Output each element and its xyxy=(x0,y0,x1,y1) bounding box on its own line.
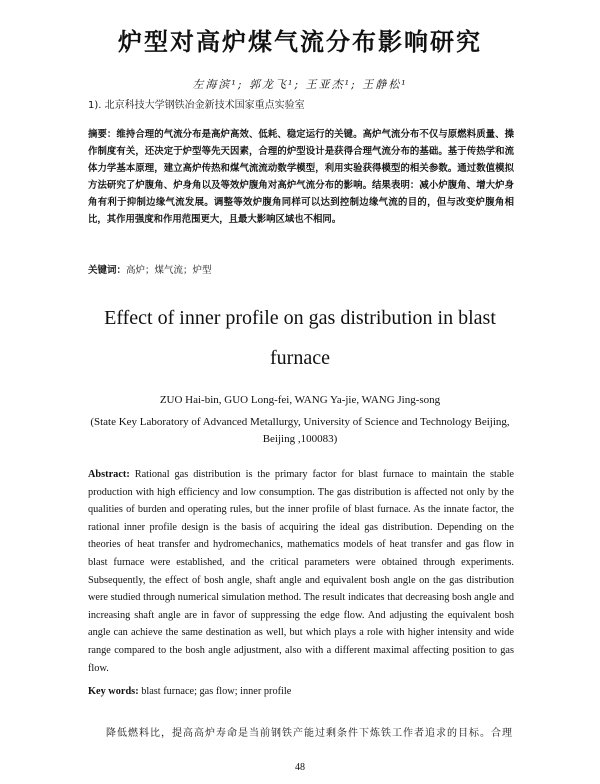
english-affiliation: (State Key Laboratory of Advanced Metallurgy, University of Science and Technology Beijing, Beijing ,100083) xyxy=(90,416,510,445)
english-abstract-text: Rational gas distribution is the primary factor for blast furnace to maintain the stable production with high efficiency and low consumption. The gas distribution is affected not only by the qualities of burden and operating rules, but the inner profile of blast furnace. As the innate factor, the rational inner profile design is the basis of acquiring the ideal gas distribution. Depending on the theories of heat transfer and hydromechanics, mathematics models of heat transfer and gas flow in blast furnace were established, and the critical parameters were obtained through experiments. Subsequently, the effect of bosh angle, shaft angle and equivalent bosh angle on the gas distribution were studied through numerical simulation method. The result indicates that decreasing bosh angle and increasing shaft angle are in favor of suppressing the edge flow. And adjusting the equivalent bosh angle can achieve the same destination as well, but which plays a role with higher intensity and wide range compared to the bosh angle adjustment, also with a different maximal affecting position to gas flow. xyxy=(88,469,514,674)
english-keywords xyxy=(88,686,291,697)
english-abstract-label: Abstract: xyxy=(88,469,130,480)
english-keywords-text: blast furnace; gas flow; inner profile xyxy=(141,686,292,697)
chinese-keywords-text: 高炉；煤气流；炉型 xyxy=(126,265,212,276)
chinese-keywords xyxy=(88,262,212,276)
chinese-abstract-label: 摘要： xyxy=(88,129,117,140)
english-abstract xyxy=(88,466,514,677)
chinese-affiliation: 1). 北京科技大学钢铁冶金新技术国家重点实验室 xyxy=(88,100,305,111)
english-title-line1: Effect of inner profile on gas distribution in blast xyxy=(104,307,496,329)
chinese-authors: 左海滨¹; 郭龙飞¹; 王亚杰¹; 王静松¹ xyxy=(192,78,408,91)
chinese-abstract-text: 维持合理的气流分布是高炉高效、低耗、稳定运行的关键。高炉气流分布不仅与原燃料质量、操作制度有关，还决定于炉型等先天因素，合理的炉型设计是获得合理气流分布的基础。基于传热学和流体力学基本原理，建立高炉传热和煤气流流动数学模型，利用实验获得模型的相关参数。通过数值模拟方法研究了炉腹角、炉身角以及等效炉腹角对高炉气流分布的影响。结果表明：减小炉腹角、增大炉身角有利于抑制边缘气流发展。调整等效炉腹角同样可以达到控制边缘气流的目的，但与改变炉腹角相比，其作用强度和作用范围更大，且最大影响区域也不相同。 xyxy=(88,129,514,225)
chinese-keywords-label: 关键词： xyxy=(88,265,127,276)
english-title-line2: furnace xyxy=(270,347,330,369)
body-first-line: 降低燃料比，提高高炉寿命是当前钢铁产能过剩条件下炼铁工作者追求的目标。合理 xyxy=(106,728,513,739)
page-number: 48 xyxy=(295,762,305,773)
chinese-title: 炉型对高炉煤气流分布影响研究 xyxy=(118,28,482,56)
english-keywords-label: Key words: xyxy=(88,686,139,697)
english-authors: ZUO Hai-bin, GUO Long-fei, WANG Ya-jie, WANG Jing-song xyxy=(159,394,441,406)
chinese-abstract xyxy=(88,126,514,228)
